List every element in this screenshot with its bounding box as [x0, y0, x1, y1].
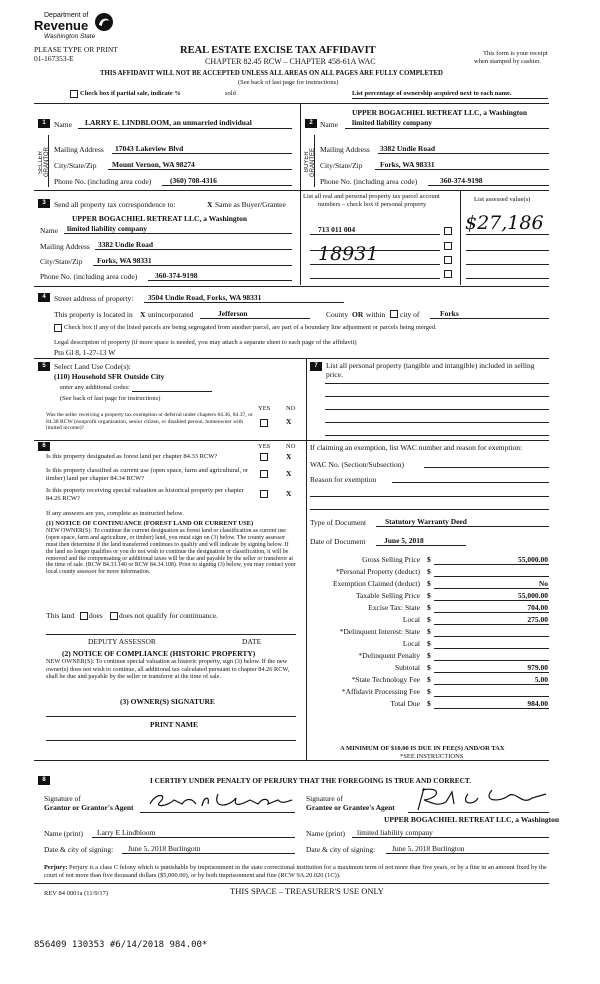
form-subtitle: CHAPTER 82.45 RCW – CHAPTER 458-61A WAC [205, 57, 376, 66]
fin-row-value: 55,000.00 [518, 591, 548, 600]
segregated-label: Check box if any of the listed parcels are being segregated from another parcel, are part of a boundary line adjustment or parcels being merged. [64, 324, 437, 331]
fin-row-currency: $ [427, 675, 431, 684]
fin-row-currency: $ [427, 627, 431, 636]
county-label: County [326, 310, 349, 319]
fin-row-label: *Delinquent Interest: State [339, 627, 420, 636]
city-name: Forks [440, 309, 459, 318]
s5-answer: X [286, 417, 292, 426]
corr-city-label: City/State/Zip [40, 257, 83, 266]
fin-row-value: 55,000.00 [518, 555, 548, 564]
dept-line2: Revenue [34, 18, 89, 33]
ownership-note: List percentage of ownership acquired next to each name. [352, 90, 512, 97]
fin-row-label: Local [402, 615, 420, 624]
grantor-sig-label2: Grantor or Grantor's Agent [44, 803, 134, 812]
deputy-assessor-label: DEPUTY ASSESSOR [88, 637, 156, 646]
fin-row-label: *Personal Property (deduct) [335, 567, 420, 576]
parcel-3-checkbox[interactable] [444, 256, 452, 264]
buyer-side-label: BUYER GRANTEE [304, 147, 316, 177]
certify-text: I CERTIFY UNDER PENALTY OF PERJURY THAT THE FOREGOING IS TRUE AND CORRECT. [150, 776, 472, 785]
grantee-name: limited liability company [357, 828, 433, 837]
buyer-address: 3382 Undie Road [380, 144, 436, 153]
print-name-label: PRINT NAME [150, 720, 198, 729]
dept-line3: Washington State [44, 33, 96, 40]
owner-signature-label: (3) OWNER(S) SIGNATURE [120, 697, 215, 706]
s5-yes: YES [258, 405, 271, 412]
fin-row-currency: $ [427, 591, 431, 600]
grantor-date: June 5, 2018 Burlingotn [128, 844, 201, 853]
see-back-note: (See back of last page for instructions) [238, 79, 339, 86]
fin-row-currency: $ [427, 555, 431, 564]
corr-name-label: Name [40, 226, 58, 235]
fin-row-currency: $ [427, 567, 431, 576]
partial-sale-label: Check box if partial sale, indicate % [80, 90, 181, 97]
personal-property-label: List all personal property (tangible and intangible) included in selling price. [326, 361, 535, 379]
s6-q3-yes-checkbox[interactable] [260, 490, 268, 498]
parcel-header-line1: List all real and personal property tax parcel account [303, 193, 440, 200]
same-as-label: Same as Buyer/Grantee [215, 200, 286, 209]
if-yes-note: If any answers are yes, complete as instructed below. [46, 510, 184, 517]
street-label: Street address of property: [54, 294, 134, 303]
fin-row-label: *State Technology Fee [351, 675, 420, 684]
exemption-label: If claiming an exemption, list WAC number and reason for exemption: [310, 443, 523, 452]
notice1-body: NEW OWNER(S): To continue the current designation as forest land or classification as current use (open space, farm and agriculture, or timber) land, you must sign on (3) below. The county assessor must then determine if the land transferred continues to qualify and will indicate by signing below. If the land no longer qualifies or you do not wish to continue the designation or classification, it will be removed and the compensating or additional taxes will be due and payable by the seller or transferor at the time of sale. (RCW 84.33.140 or RCW 84.34.108). Prior to signing (3) below, you may contact your local county assessor for more information. [46, 528, 296, 576]
notice2-title: (2) NOTICE OF COMPLIANCE (HISTORIC PROPERTY) [62, 649, 256, 658]
legal-label: Legal description of property (if more space is needed, you may attach a separate sheet to each page of the affidavit) [54, 339, 357, 346]
fin-row-currency: $ [427, 651, 431, 660]
fin-row-label: *Delinquent Penalty [358, 651, 420, 660]
grantor-signature [146, 788, 294, 814]
section-2-badge: 2 [305, 119, 317, 128]
revenue-logo [34, 12, 114, 42]
county-name: Jefferson [218, 309, 248, 318]
s6-q2-yes-checkbox[interactable] [260, 470, 268, 478]
section-8-badge: 8 [38, 776, 50, 785]
unincorporated-label: unincorporated [148, 310, 194, 319]
grantee-sig-label2: Grantee or Grantee's Agent [306, 803, 395, 812]
section-6-badge: 6 [38, 442, 50, 451]
grantee-date: June 5, 2018 Burlington [392, 844, 465, 853]
s6-yes: YES [258, 443, 271, 450]
section-4-badge: 4 [38, 293, 50, 302]
assessed-header: List assessed value(s) [474, 196, 531, 203]
fin-row-currency: $ [427, 615, 431, 624]
s6-q3-answer: X [286, 489, 292, 498]
segregated-checkbox[interactable] [54, 324, 62, 332]
fin-row-label: *Affidavit Processing Fee [341, 687, 420, 696]
buyer-phone: 360-374-9198 [440, 176, 483, 185]
buyer-name-label: Name [320, 120, 338, 129]
fin-row-label: Taxable Selling Price [355, 591, 420, 600]
fin-row-currency: $ [427, 639, 431, 648]
fin-row-label: Excise Tax: State [368, 603, 420, 612]
land-does-not-checkbox[interactable] [110, 612, 118, 620]
land-does-not-label: does not qualify for continuance. [119, 611, 218, 620]
within-city-checkbox[interactable] [390, 310, 398, 318]
document-type: Statutory Warranty Deed [385, 517, 467, 526]
fin-row-value: 984.00 [527, 699, 548, 708]
s6-q1-yes-checkbox[interactable] [260, 453, 268, 461]
fin-row-label: Gross Selling Price [362, 555, 420, 564]
seller-side-label: SELLER GRANTOR [38, 147, 50, 177]
land-use-label: Select Land Use Code(s): [54, 362, 131, 371]
or-label: OR [352, 310, 364, 319]
s6-no: NO [286, 443, 296, 450]
land-use-see-back: (See back of last page for instructions) [60, 395, 161, 402]
form-title: REAL ESTATE EXCISE TAX AFFIDAVIT [180, 45, 376, 56]
parcel-4-checkbox[interactable] [444, 270, 452, 278]
land-use-code: (110) Household SFR Outside City [54, 372, 165, 381]
within-label: within [366, 310, 386, 319]
corr-address-label: Mailing Address [40, 242, 90, 251]
deputy-date-label: DATE [242, 637, 262, 646]
seller-city-label: City/State/Zip [54, 161, 97, 170]
corr-name-line2: limited liability company [67, 224, 148, 233]
fin-row-currency: $ [427, 579, 431, 588]
document-date-label: Date of Document [310, 537, 366, 546]
grantor-name: Larry E Lindbloom [97, 828, 156, 837]
grantee-date-label: Date & city of signing: [306, 845, 376, 854]
fin-row-label: Exemption Claimed (deduct) [332, 579, 420, 588]
seller-phone-label: Phone No. (including area code) [54, 177, 152, 186]
perjury-label: Perjury: [44, 864, 68, 871]
handwritten-number: 18931 [318, 243, 379, 265]
seller-address-label: Mailing Address [54, 145, 104, 154]
buyer-city: Forks, WA 98331 [380, 160, 435, 169]
seller-phone: (360) 708-4316 [170, 176, 217, 185]
s6-q2-answer: X [286, 469, 292, 478]
treasurer-note: THIS SPACE – TREASURER'S USE ONLY [230, 886, 384, 896]
s6-question-2: Is this property classified as current use (open space, farm and agricultural, or timber) land per chapter 84.34 RCW? [46, 467, 249, 482]
fin-row-value: 979.00 [527, 663, 548, 672]
document-type-label: Type of Document [310, 518, 367, 527]
corr-address: 3382 Undie Road [98, 240, 154, 249]
please-type: PLEASE TYPE OR PRINT [34, 45, 118, 54]
additional-codes-label: enter any additional codes: [60, 384, 130, 391]
legal-description: Ptn Gl 8, 1-27-13 W [54, 348, 116, 357]
buyer-name-line1: UPPER BOGACHIEL RETREAT LLC, a Washington [352, 108, 528, 117]
warning-banner: THIS AFFIDAVIT WILL NOT BE ACCEPTED UNLESS ALL AREAS ON ALL PAGES ARE FULLY COMPLETED [100, 70, 443, 77]
see-instructions: *SEE INSTRUCTIONS [400, 753, 464, 760]
s6-q1-answer: X [286, 452, 292, 461]
grantor-name-label: Name (print) [44, 829, 83, 838]
dept-line1: Department of [44, 12, 89, 19]
parcel-header-line2: numbers – check box if personal property [318, 201, 427, 208]
correspondence-label: Send all property tax correspondence to: [54, 200, 176, 209]
corr-name-line1: UPPER BOGACHIEL RETREAT LLC, a Washington [72, 214, 248, 223]
fin-row-currency: $ [427, 687, 431, 696]
seller-address: 17043 Lakeview Blvd [115, 144, 184, 153]
buyer-name-line2: limited liability company [352, 118, 433, 127]
revenue-swirl-icon [94, 12, 114, 32]
s5-no: NO [286, 405, 296, 412]
buyer-phone-label: Phone No. (including area code) [320, 177, 418, 186]
rev-code: REV 84 0001a (11/9/17) [44, 890, 109, 897]
s6-question-3: Is this property receiving special valuation as historical property per chapter 84.26 RCW? [46, 487, 244, 502]
same-as-check: X [207, 200, 213, 209]
land-does-label: does [89, 611, 103, 620]
perjury-text: Perjury is a class C felony which is punishable by imprisonment in the state correctional institution for a maximum term of not more than five years, or by a fine in an amount fixed by the court of not more than five thousand dollars ($5,000.00), or by both imprisonment and fine (RCW 9A.20.020 (1C)). [44, 864, 547, 879]
notice2-body: NEW OWNER(S): To continue special valuation as historic property, sign (3) below. If the new owner(s) does not wish to continue, all additional tax calculated pursuant to chapter 84.26 RCW, shall be due and payable by the seller or transferor at the time of sale. [46, 658, 290, 681]
parcel-1-checkbox[interactable] [444, 227, 452, 235]
corr-city: Forks, WA 98331 [97, 256, 152, 265]
partial-sale-checkbox[interactable] [70, 90, 78, 98]
reason-label: Reason for exemption [310, 475, 377, 484]
minimum-note: A MINIMUM OF $10.00 IS DUE IN FEE(S) AND/OR TAX [340, 745, 505, 752]
fin-row-label: Local [402, 639, 420, 648]
assessed-value-1: $27,186 [465, 212, 544, 234]
corr-phone-label: Phone No. (including area code) [40, 272, 138, 281]
grantee-signature [412, 784, 552, 812]
fin-row-value: No [538, 579, 548, 588]
fin-row-value: 704.00 [527, 603, 548, 612]
grantee-name-label: Name (print) [306, 829, 345, 838]
section-7-badge: 7 [310, 362, 322, 371]
notice1-title: (1) NOTICE OF CONTINUANCE (FOREST LAND OR CURRENT USE) [46, 520, 254, 527]
unincorporated-check: X [140, 310, 146, 319]
fin-row-value: 5.00 [534, 675, 548, 684]
fin-row-value: 275.00 [527, 615, 548, 624]
fin-row-currency: $ [427, 603, 431, 612]
fin-row-currency: $ [427, 663, 431, 672]
receipt-note1: This form is your receipt [483, 50, 548, 57]
partial-sale-sold: sold [225, 90, 236, 97]
seller-name-label: Name [54, 120, 72, 129]
section-3-badge: 3 [38, 199, 50, 208]
s5-question: Was the seller receiving a property tax exemption or deferral under chapters 84.36, 84.37, or 84.38 RCW (nonprofit organization, senior citizen, or disabled person, homeowner with limited income)? [46, 412, 253, 432]
seller-name: LARRY E. LINDBLOOM, an unmarried individual [85, 118, 252, 127]
grantee-entity: UPPER BOGACHIEL RETREAT LLC, a Washington [384, 815, 560, 824]
land-does-checkbox[interactable] [80, 612, 88, 620]
receipt-note2: when stamped by cashier. [474, 58, 541, 65]
buyer-address-label: Mailing Address [320, 145, 370, 154]
parcel-number-1: 713 011 004 [318, 225, 356, 234]
cashier-stamp: 856409 130353 #6/14/2018 984.00* [34, 940, 208, 950]
s5-yes-checkbox[interactable] [260, 419, 268, 427]
grantee-sig-label1: Signature of [306, 794, 343, 803]
fin-row-label: Total Due [390, 699, 420, 708]
parcel-2-checkbox[interactable] [444, 242, 452, 250]
section-5-badge: 5 [38, 362, 50, 371]
s6-question-1: Is this property designated as forest land per chapter 84.33 RCW? [46, 453, 218, 460]
wac-label: WAC No. (Section/Subsection) [310, 460, 404, 469]
located-label: This property is located in [54, 310, 133, 319]
city-of-label: city of [400, 310, 420, 319]
corr-phone: 360-374-9198 [155, 271, 198, 280]
street-address: 3504 Undie Road, Forks, WA 98331 [148, 293, 262, 302]
section-1-badge: 1 [38, 119, 50, 128]
buyer-city-label: City/State/Zip [320, 161, 363, 170]
seller-city: Mount Vernon, WA 98274 [112, 160, 195, 169]
form-code: 01-167353-E [34, 54, 74, 63]
fin-row-currency: $ [427, 699, 431, 708]
document-date: June 5, 2018 [384, 536, 424, 545]
this-land-label: This land [46, 611, 75, 620]
grantor-date-label: Date & city of signing: [44, 845, 114, 854]
fin-row-label: Subtotal [394, 663, 420, 672]
grantor-sig-label1: Signature of [44, 794, 81, 803]
